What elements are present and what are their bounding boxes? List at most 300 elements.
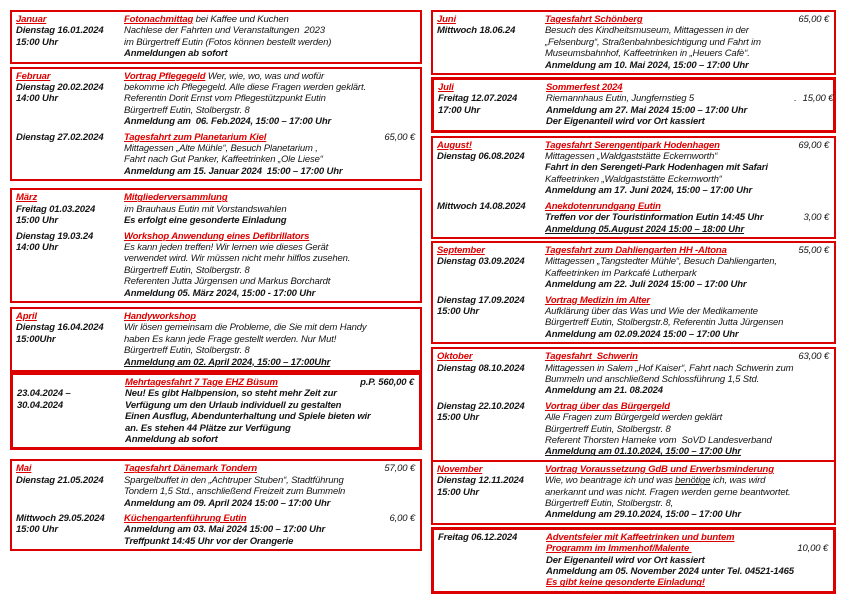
event-title: Vortrag Pflegegeld [124, 70, 206, 82]
event-text: Museumsbahnhof, Kaffeetrinken in „Heuers Cafè“. [545, 48, 750, 60]
event-row [16, 166, 415, 177]
event-november-1 [437, 464, 829, 521]
event-row [437, 329, 829, 340]
calendar-column-left [10, 10, 422, 551]
event-price: 65,00 € [384, 131, 415, 143]
event-row [16, 116, 415, 127]
event-row [437, 295, 829, 306]
event-content [545, 245, 829, 256]
event-content [125, 411, 414, 422]
event-text: Nachlese der Fahrten und Veranstaltungen 2023 [124, 25, 325, 37]
event-date: 15:00Uhr [16, 333, 56, 345]
event-content [545, 140, 829, 151]
event-oktober-2 [437, 401, 829, 458]
event-text: Bürgertreff Eutin, Stolbergstr. 8 [124, 345, 250, 357]
event-date: 15:00 Uhr [437, 305, 479, 317]
event-price: 57,00 € [384, 463, 415, 475]
event-text: Anmeldung 05. März 2024, 15:00 - 17:00 Uhr [124, 287, 316, 299]
event-text: Bürgertreff Eutin, Stolbergstr. 8 [124, 264, 250, 276]
event-content [124, 513, 415, 524]
month-label: September [437, 244, 485, 256]
event-content [546, 93, 834, 105]
event-text: Tondern 1,5 Std., anschließend Freizeit zum Bummeln [124, 486, 346, 498]
event-text: „Felsenburg“, Straßenbahnbesichtigung und Fahrt im [545, 36, 761, 48]
event-text: ich, was wird [710, 475, 766, 487]
event-row [438, 82, 828, 93]
section-dezember [431, 527, 836, 594]
event-text: Anmeldung am 01.10.2024, 15:00 – 17:00 Uhr [545, 446, 741, 458]
event-row [437, 268, 829, 279]
event-text: Fahrt nach Gut Panker, Kaffeetrinken „Ole Liese“ [124, 154, 323, 166]
event-content [124, 265, 415, 276]
event-title: Adventsfeier mit Kaffeetrinken und buntem [546, 531, 735, 543]
event-content [545, 279, 829, 290]
event-title: Tagesfahrt Serengentipark Hodenhagen [545, 139, 720, 151]
event-content [545, 412, 829, 423]
event-content [545, 498, 829, 509]
event-content [545, 435, 829, 446]
section-mai [10, 459, 422, 551]
event-row [437, 224, 829, 235]
event-date: Freitag 06.12.2024 [438, 531, 518, 543]
event-text: Anmeldung am 03. Mai 2024 15:00 – 17:00 Uhr [124, 524, 326, 536]
event-text: Verfügung um den Urlaub individuell zu gestalten [125, 399, 342, 411]
event-title: Vortrag Medizin im Alter [545, 294, 650, 306]
event-text: Kaffeetrinken im Parkcafé Lutherpark [545, 267, 697, 279]
event-content [124, 204, 415, 215]
event-content [124, 132, 415, 143]
event-text: verwendet wird. Wir müssen nicht mehr hilflos zusehen. [124, 253, 351, 265]
event-text: Besuch des Kindheitsmuseum, Mittagessen in der [545, 25, 749, 37]
event-content [124, 82, 415, 93]
event-content [546, 555, 828, 566]
event-content [124, 311, 415, 322]
event-content [124, 154, 415, 165]
event-april-1 [16, 311, 415, 368]
event-text: Fahrt in den Serengeti-Park Hodenhagen mit Safari [545, 162, 768, 174]
event-content [545, 385, 829, 396]
event-row [16, 14, 415, 25]
event-text: Anmeldung am 22. Juli 2024 15:00 – 17:00 Uhr [545, 279, 747, 291]
event-row [16, 524, 415, 535]
event-row [438, 532, 828, 543]
event-row [437, 25, 829, 36]
event-row [438, 566, 828, 577]
event-row [437, 317, 829, 328]
event-row [16, 132, 415, 143]
event-row [16, 265, 415, 276]
event-text: anerkannt und was nicht. Fragen werden gerne beantwortet. [545, 486, 791, 498]
event-row [17, 434, 414, 445]
event-content [545, 295, 829, 306]
event-row [437, 424, 829, 435]
event-row [16, 276, 415, 287]
event-text: Anmeldung am 21. 08.2024 [545, 385, 663, 397]
event-price: 55,00 € [798, 244, 829, 256]
event-content [124, 71, 415, 82]
event-content [125, 434, 414, 445]
event-row [16, 486, 415, 497]
month-label: Oktober [437, 351, 473, 363]
event-content [125, 400, 414, 411]
event-content [545, 401, 829, 412]
event-content [124, 37, 415, 48]
event-content [124, 536, 415, 547]
event-content [124, 276, 415, 287]
event-text: im Brauhaus Eutin mit Vorstandswahlen [124, 203, 287, 215]
event-content [124, 14, 415, 25]
event-content [124, 357, 415, 368]
event-content [124, 524, 415, 535]
event-price: 63,00 € [798, 351, 829, 363]
event-text: . [794, 93, 797, 105]
event-text: Anmeldung am 02. April 2024, 15:00 – 17:00Uhr [124, 356, 331, 368]
event-text: Anmeldung am 09. April 2024 15:00 – 17:00 Uhr [124, 497, 331, 509]
event-date: Freitag 01.03.2024 [16, 203, 96, 215]
event-dezember-1 [438, 532, 828, 589]
event-text: Neu! Es gibt Halbpension, so steht mehr Zeit zur [125, 388, 337, 400]
event-row [16, 82, 415, 93]
event-content [545, 487, 829, 498]
event-text: Anmeldung am 02.09.2024 15:00 – 17:00 Uhr [545, 328, 739, 340]
event-text: Anmeldung am 15. Januar 2024 15:00 – 17:00 Uhr [124, 165, 343, 177]
event-text: Anmeldung am 06. Feb.2024, 15:00 – 17:00 Uhr [124, 116, 332, 128]
event-text: Anmeldungen ab sofort [124, 48, 228, 60]
event-juni-1 [437, 14, 829, 71]
event-title: Vortrag Voraussetzung GdB und Erwerbsminderung [545, 463, 774, 475]
section-juli [431, 77, 836, 133]
event-text: Spargelbuffet in den „Achtruper Stuben“, Stadtführung [124, 474, 344, 486]
event-text: Anmeldung 05.August 2024 15:00 – 18:00 Uhr [545, 223, 745, 235]
event-content [545, 306, 829, 317]
event-price: p.P. 560,00 € [360, 376, 414, 388]
section-maerz [10, 188, 422, 303]
event-title: Mehrtagesfahrt 7 Tage EHZ Büsum [125, 376, 278, 388]
event-content [545, 446, 829, 457]
event-content [545, 201, 829, 212]
event-price: 15,00 € [802, 93, 834, 105]
event-text: Anmeldung am 10. Mai 2024, 15:00 – 17:00 Uhr [545, 59, 749, 71]
event-content [545, 224, 829, 235]
event-text: Wie, wo beantrage ich und was [545, 475, 676, 487]
event-row [437, 464, 829, 475]
event-content [546, 577, 828, 588]
event-row [16, 322, 415, 333]
event-date: Freitag 12.07.2024 [438, 93, 518, 105]
event-content [546, 532, 828, 543]
event-text: Treffen vor der Touristinformation Eutin 14:45 Uhr [545, 212, 764, 224]
event-row [17, 388, 414, 399]
event-row [438, 555, 828, 566]
event-content [124, 231, 415, 242]
section-oktober [431, 347, 836, 462]
event-row [437, 435, 829, 446]
event-content [546, 82, 828, 93]
event-content [546, 543, 828, 554]
event-content [545, 162, 829, 173]
event-content [124, 48, 415, 59]
event-text: Bürgertreff Eutin, Stolbergstr. 8 [545, 423, 671, 435]
event-row [437, 37, 829, 48]
event-row [16, 475, 415, 486]
event-text: haben Es kann jede Frage gestellt werden. Nur Mut! [124, 333, 337, 345]
event-content [124, 322, 415, 333]
event-row [16, 242, 415, 253]
event-row [437, 363, 829, 374]
event-content [545, 351, 829, 362]
event-row [16, 231, 415, 242]
event-text: Kaffeetrinken „Waldgaststätte Eckernworth“ [545, 173, 722, 185]
event-content [545, 151, 829, 162]
event-text: an. Es stehen 44 Plätze zur Verfügung [125, 422, 291, 434]
event-row [437, 374, 829, 385]
event-content [124, 25, 415, 36]
event-content [545, 424, 829, 435]
event-row [16, 357, 415, 368]
event-content [124, 463, 415, 474]
event-row [16, 215, 415, 226]
event-content [124, 93, 415, 104]
event-row [437, 212, 829, 223]
event-row [437, 48, 829, 59]
event-januar-1 [16, 14, 415, 60]
event-content [545, 363, 829, 374]
event-content [124, 215, 415, 226]
event-date: Dienstag 16.04.2024 [16, 322, 104, 334]
event-row [16, 513, 415, 524]
event-text: Anmeldung am 05. November 2024 unter Tel. 04521-1465 [546, 566, 794, 578]
event-text: bekomme ich Pflegegeld. Alle diese Fragen werden geklärt. [124, 82, 366, 94]
event-content [545, 464, 829, 475]
event-content [125, 423, 414, 434]
event-date: 15:00 Uhr [16, 524, 58, 536]
event-row [437, 174, 829, 185]
event-content [124, 486, 415, 497]
event-row [437, 306, 829, 317]
event-text: Referent Thorsten Harneke vom SoVD Landesverband [545, 435, 772, 446]
event-content [124, 334, 415, 345]
month-label: April [16, 310, 37, 322]
event-content [545, 374, 829, 385]
event-row [438, 543, 828, 554]
event-content [545, 509, 829, 520]
event-content [545, 256, 829, 267]
event-date: 15:00 Uhr [16, 36, 58, 48]
month-label: Juli [438, 82, 454, 94]
section-august [431, 136, 836, 239]
event-text: Anmeldung ab sofort [125, 434, 218, 445]
event-text: Es erfolgt eine gesonderte Einladung [124, 215, 287, 227]
event-row [437, 201, 829, 212]
event-row [438, 116, 828, 127]
event-content [546, 105, 828, 116]
event-date: Dienstag 21.05.2024 [16, 474, 104, 486]
event-text: Der Eigenanteil wird vor Ort kassiert [546, 554, 705, 566]
event-content [545, 14, 829, 25]
event-date: Mittwoch 29.05.2024 [16, 513, 105, 525]
event-row [437, 401, 829, 412]
event-row [437, 185, 829, 196]
event-text: Anmeldung am 17. Juni 2024, 15:00 – 17:00 Uhr [545, 185, 753, 197]
event-row [437, 162, 829, 173]
event-date: Dienstag 27.02.2024 [16, 131, 104, 143]
event-row [16, 498, 415, 509]
event-text: Referenten Jutta Jürgensen und Markus Borchardt [124, 276, 331, 288]
event-content [124, 166, 415, 177]
event-row [437, 385, 829, 396]
event-row [16, 25, 415, 36]
event-august-2 [437, 201, 829, 235]
event-title: Handyworkshop [124, 310, 196, 322]
event-row [438, 105, 828, 116]
event-row [16, 204, 415, 215]
event-text: im Bürgertreff Eutin (Fotos können bestellt werden) [124, 36, 332, 48]
event-row [437, 446, 829, 457]
event-content [124, 105, 415, 116]
event-date: Dienstag 08.10.2024 [437, 362, 525, 374]
event-februar-2 [16, 132, 415, 178]
event-text: Der Eigenanteil wird vor Ort kassiert [546, 116, 705, 128]
event-mehrtagesfahrt-buesum-1 [17, 377, 414, 445]
event-oktober-1 [437, 351, 829, 397]
event-row [16, 334, 415, 345]
event-row [16, 288, 415, 299]
event-content [546, 116, 828, 127]
event-row [437, 140, 829, 151]
event-row [438, 577, 828, 588]
event-content [545, 60, 829, 71]
event-date: 15:00 Uhr [16, 215, 58, 227]
event-text: Anmeldung am 29.10.2024, 15:00 – 17:00 Uhr [545, 509, 741, 521]
event-text: Einen Ausflug, Abendunterhaltung und Spiele bieten wir [125, 411, 371, 423]
event-title: Anekdotenrundgang Eutin [545, 200, 661, 212]
event-mai-2 [16, 513, 415, 547]
month-label: Februar [16, 70, 51, 82]
event-row [16, 345, 415, 356]
event-content [125, 388, 414, 399]
event-row [16, 143, 415, 154]
event-text: Anmeldung am 27. Mai 2024 15:00 – 17:00 Uhr [546, 104, 748, 116]
event-row [437, 509, 829, 520]
month-label: Mai [16, 463, 32, 475]
event-content [545, 185, 829, 196]
event-text: Mittagessen „Tangstedter Mühle“, Besuch Dahliengarten, [545, 256, 777, 268]
event-row [16, 463, 415, 474]
event-row [16, 311, 415, 322]
event-text: Referentin Dorit Ernst vom Pflegestützpunkt Eutin [124, 93, 326, 105]
event-text: Aufklärung über das Was und Wie der Medikamente [545, 305, 758, 317]
event-text: Alle Fragen zum Bürgergeld werden geklärt [545, 412, 723, 424]
event-title: Tagesfahrt zum Dahliengarten HH -Altona [545, 244, 727, 256]
event-title: Tagesfahrt Schwerin [545, 351, 638, 363]
event-title: Vortrag über das Bürgergeld [545, 400, 670, 412]
event-text: benötige [675, 475, 711, 487]
event-text: Wer, wie, wo, was und wofür [205, 70, 325, 82]
calendar-column-right [431, 10, 836, 594]
event-text: Riemannhaus Eutin, Jungfernstieg 5 [546, 93, 695, 105]
event-title: Programm im Immenhof/Malente [546, 543, 692, 555]
event-price: 69,00 € [798, 139, 829, 151]
event-row [16, 93, 415, 104]
event-text: Bummeln und anschließend Schlossführung 1,5 Std. [545, 373, 760, 385]
event-content [124, 192, 415, 203]
event-august-1 [437, 140, 829, 197]
event-juli-1 [438, 82, 834, 128]
event-text: Wir lösen gemeinsam die Probleme, die Sie mit dem Handy [124, 322, 367, 334]
event-row [437, 475, 829, 486]
event-content [124, 498, 415, 509]
event-text: Bürgertreff Eutin, Stolbergstr. 8, [545, 498, 674, 510]
event-text: Mittagessen in Salem „Hof Kaiser“, Fahrt nach Schwerin zum [545, 362, 794, 374]
event-content [545, 48, 829, 59]
event-maerz-2 [16, 231, 415, 299]
event-row [437, 498, 829, 509]
event-content [545, 25, 829, 36]
event-content [545, 475, 829, 486]
event-row [437, 279, 829, 290]
event-september-1 [437, 245, 829, 291]
event-row [17, 400, 414, 411]
event-row [16, 105, 415, 116]
event-text: Bürgertreff Eutin, Stolbergstr. 8 [124, 104, 250, 116]
event-date: Dienstag 22.10.2024 [437, 400, 525, 412]
event-title: Fotonachmittag [124, 14, 194, 25]
event-row [437, 351, 829, 362]
event-date: 30.04.2024 [17, 399, 64, 411]
event-date: Dienstag 16.01.2024 [16, 25, 104, 37]
event-row [16, 71, 415, 82]
event-date: 15:00 Uhr [437, 412, 479, 424]
month-label: August! [437, 139, 472, 151]
event-content [545, 268, 829, 279]
event-row [437, 245, 829, 256]
event-content [546, 566, 828, 577]
event-date: Dienstag 19.03.24 [16, 230, 94, 242]
event-text: Treffpunkt 14:45 Uhr vor der Orangerie [124, 535, 294, 547]
event-price: 10,00 € [797, 543, 828, 555]
event-content [545, 174, 829, 185]
month-label: November [437, 463, 483, 475]
event-date: 14:00 Uhr [16, 93, 58, 105]
event-content [545, 329, 829, 340]
section-november [431, 460, 836, 525]
event-date: 23.04.2024 – [17, 388, 71, 400]
section-februar [10, 67, 422, 182]
event-content [125, 377, 414, 388]
section-april [10, 307, 422, 372]
event-date: Dienstag 03.09.2024 [437, 256, 525, 268]
event-row [437, 487, 829, 498]
event-title: Sommerfest 2024 [546, 82, 623, 94]
event-date: 15:00 Uhr [437, 486, 479, 498]
event-date: Dienstag 20.02.2024 [16, 82, 104, 94]
event-title: Küchengartenführung Eutin [124, 513, 247, 525]
event-price: 65,00 € [798, 14, 829, 25]
section-juni [431, 10, 836, 75]
event-content [124, 253, 415, 264]
event-row [17, 423, 414, 434]
event-row [438, 93, 834, 105]
event-content [545, 317, 829, 328]
event-price: 3,00 € [803, 212, 829, 224]
event-content [124, 345, 415, 356]
event-text: Mittagessen „Waldgaststätte Eckernworth“ [545, 151, 718, 163]
event-row [16, 154, 415, 165]
event-row [16, 253, 415, 264]
event-date: Dienstag 17.09.2024 [437, 294, 525, 306]
section-mehrtagesfahrt-buesum [10, 372, 422, 450]
event-date: Mittwoch 14.08.2024 [437, 200, 526, 212]
